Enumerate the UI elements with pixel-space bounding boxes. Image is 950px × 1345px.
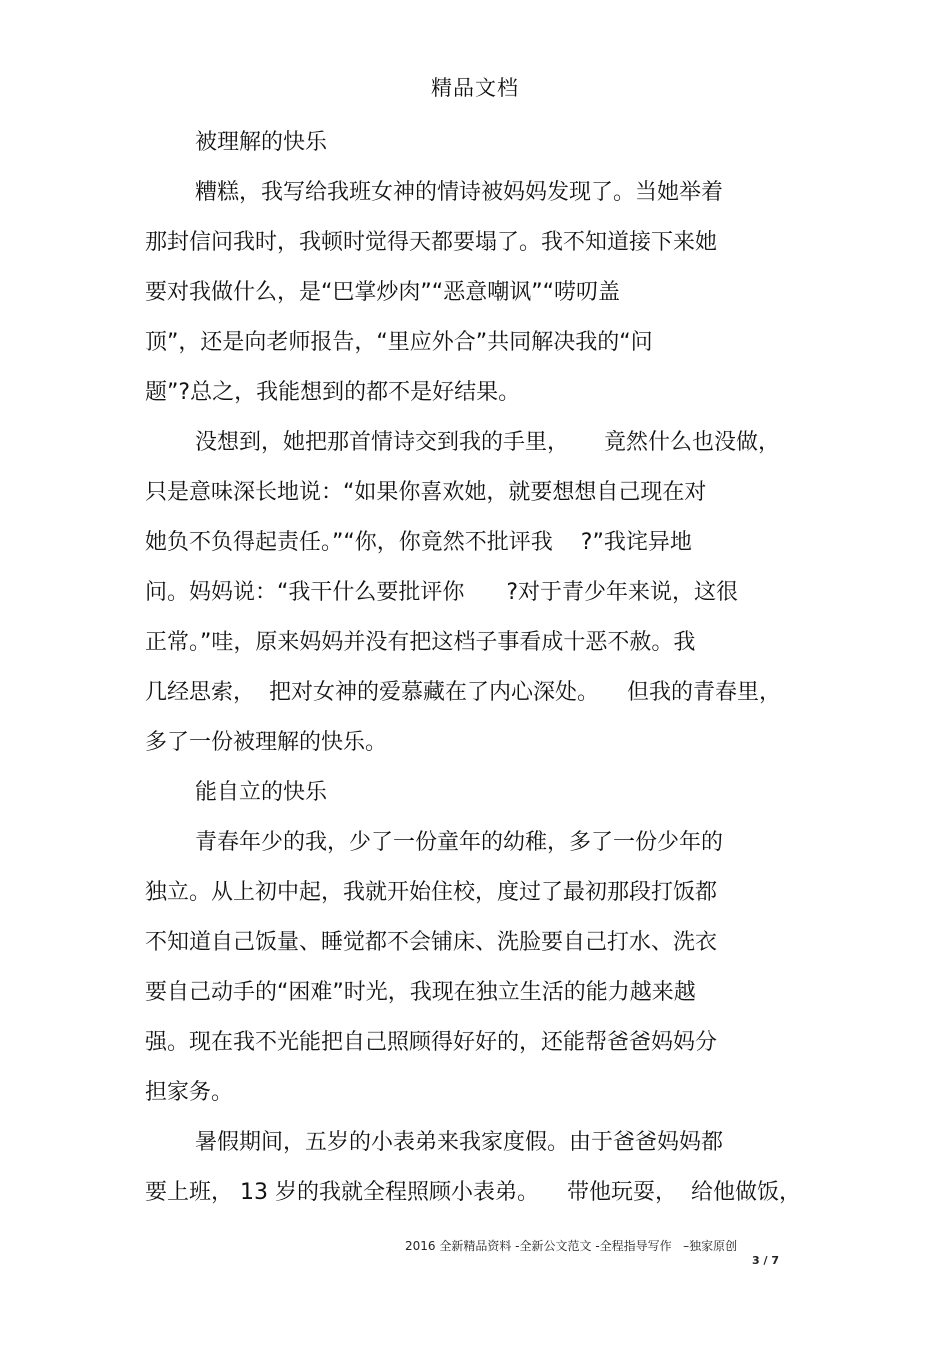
paragraph-line: 没想到，她把那首情诗交到我的手里， 竟然什么也没做， xyxy=(195,430,780,455)
section-heading-independent: 能自立的快乐 xyxy=(195,780,328,805)
paragraph-line: 多了一份被理解的快乐。 xyxy=(145,730,388,755)
paragraph-line: 正常。”哇，原来妈妈并没有把这档子事看成十恶不赦。我 xyxy=(145,630,696,655)
paragraph-line: 问。妈妈说：“我干什么要批评你 ?对于青少年来说，这很 xyxy=(145,580,739,605)
paragraph-line: 暑假期间，五岁的小表弟来我家度假。由于爸爸妈妈都 xyxy=(195,1130,724,1155)
paragraph-line: 题”?总之，我能想到的都不是好结果。 xyxy=(145,380,521,405)
paragraph-line: 独立。从上初中起，我就开始住校，度过了最初那段打饭都 xyxy=(145,880,718,905)
paragraph-line: 要对我做什么，是“巴掌炒肉”“恶意嘲讽”“唠叨盖 xyxy=(145,280,620,305)
page-number: 3 / 7 xyxy=(752,1254,779,1267)
paragraph-line: 强。现在我不光能把自己照顾得好好的，还能帮爸爸妈妈分 xyxy=(145,1030,718,1055)
paragraph-line: 青春年少的我，少了一份童年的幼稚，多了一份少年的 xyxy=(195,830,724,855)
paragraph-line: 糟糕，我写给我班女神的情诗被妈妈发现了。当她举着 xyxy=(195,180,724,205)
paragraph-line: 要上班， 13 岁的我就全程照顾小表弟。 带他玩耍， 给他做饭， xyxy=(145,1180,801,1205)
paragraph-line: 担家务。 xyxy=(145,1080,234,1105)
paragraph-line: 不知道自己饭量、睡觉都不会铺床、洗脸要自己打水、洗衣 xyxy=(145,930,718,955)
paragraph-line: 只是意味深长地说：“如果你喜欢她，就要想想自己现在对 xyxy=(145,480,707,505)
paragraph-line: 要自己动手的“困难”时光，我现在独立生活的能力越来越 xyxy=(145,980,696,1005)
page-header-title: 精品文档 xyxy=(431,76,519,100)
section-heading-understood: 被理解的快乐 xyxy=(195,130,328,155)
paragraph-line: 几经思索， 把对女神的爱慕藏在了内心深处。 但我的青春里， xyxy=(145,680,781,705)
paragraph-line: 她负不负得起责任。”“你，你竟然不批评我 ?”我诧异地 xyxy=(145,530,692,555)
page-footer-text: 2016 全新精品资料 -全新公文范文 -全程指导写作 –独家原创 xyxy=(405,1239,738,1253)
paragraph-line: 那封信问我时，我顿时觉得天都要塌了。我不知道接下来她 xyxy=(145,230,718,255)
paragraph-line: 顶”，还是向老师报告，“里应外合”共同解决我的“问 xyxy=(145,330,653,355)
